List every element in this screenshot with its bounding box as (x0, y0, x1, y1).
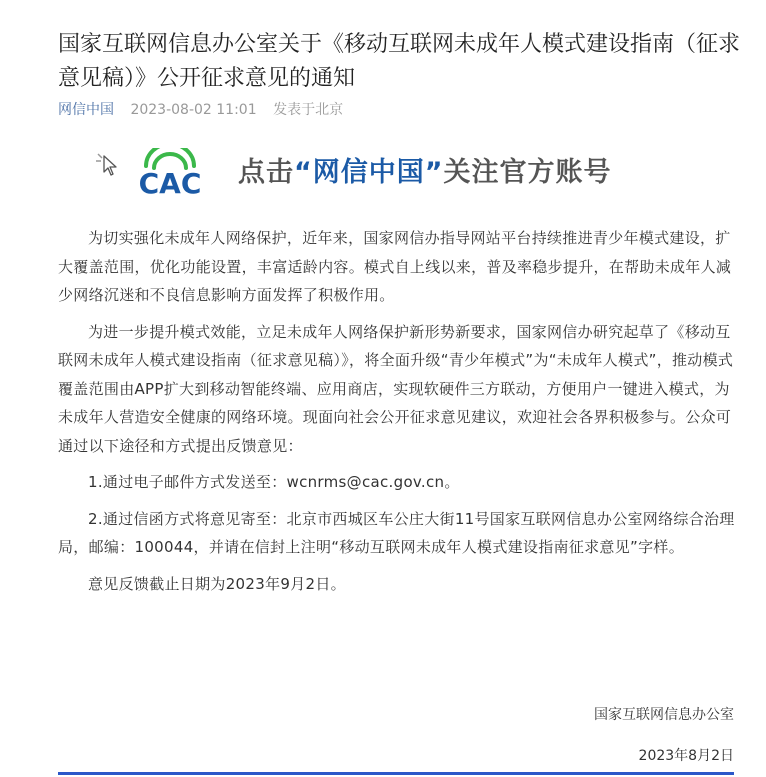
banner-text-highlight: “网信中国” (294, 157, 444, 188)
signature-org: 国家互联网信息办公室 (594, 707, 734, 723)
paragraph: 2.通过信函方式将意见寄至：北京市西城区车公庄大街11号国家互联网信息办公室网络综合治理局，邮编：100044，并请在信封上注明“移动互联网未成年人模式建设指南征求意见”字样。 (58, 509, 735, 556)
follow-banner[interactable] (96, 146, 696, 202)
banner-text (238, 155, 612, 191)
paragraph: 为切实强化未成年人网络保护，近年来，国家网信办指导网站平台持续推进青少年模式建设，扩大覆盖范围，优化功能设置，丰富适龄内容。模式自上线以来，普及率稳步提升，在帮助未成年人减少网络沉迷和不良信息影响方面发挥了积极作用。 (58, 229, 732, 304)
article-datetime: 2023-08-02 11:01 (130, 102, 257, 118)
cac-logo-text: CAC (138, 167, 202, 196)
cac-logo-icon (124, 148, 216, 196)
paragraph: 1.通过电子邮件方式发送至：wcnrms@cac.gov.cn。 (88, 473, 460, 491)
article-source-link[interactable]: 网信中国 (58, 102, 114, 118)
banner-text-prefix: 点击 (238, 157, 294, 188)
article-location: 发表于北京 (273, 102, 344, 118)
article-title: 国家互联网信息办公室关于《移动互联网未成年人模式建设指南（征求意见稿）》公开征求意见的通知 (58, 32, 741, 91)
signature (594, 704, 734, 767)
bottom-divider (58, 772, 734, 775)
paragraph: 为进一步提升模式效能，立足未成年人网络保护新形势新要求，国家网信办研究起草了《移动互联网未成年人模式建设指南（征求意见稿）》，将全面升级“青少年模式”为“未成年人模式”，推动模式覆盖范围由APP扩大到移动智能终端、应用商店，实现软硬件三方联动，方便用户一键进入模式，为未成年人营造安全健康的网络环境。现面向社会公开征求意见建议，欢迎社会各界积极参与。公众可通过以下途径和方式提出反馈意见： (58, 322, 734, 455)
article-meta (58, 100, 748, 120)
paragraph: 意见反馈截止日期为2023年9月2日。 (88, 574, 346, 593)
click-cursor-icon (96, 150, 118, 176)
banner-text-suffix: 关注官方账号 (443, 157, 612, 188)
signature-date: 2023年8月2日 (638, 748, 734, 764)
article-body (58, 224, 738, 606)
